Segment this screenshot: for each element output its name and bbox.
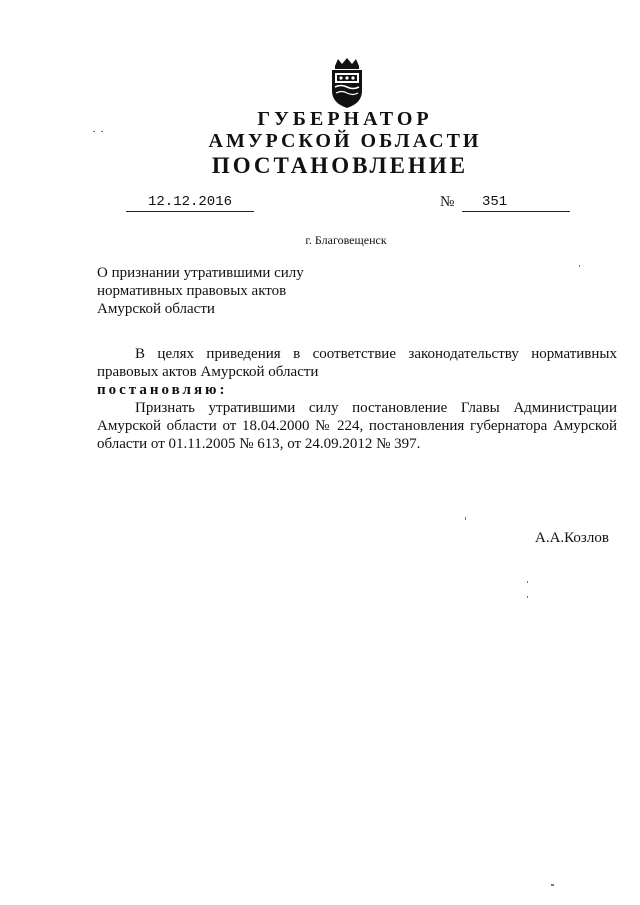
scan-speck (551, 884, 554, 886)
scan-speck (93, 131, 95, 132)
issuer-region: АМУРСКОЙ ОБЛАСТИ (208, 130, 482, 152)
subject-line: Амурской области (97, 301, 215, 317)
intro-paragraph: В целях приведения в соответствие законодательству нормативных правовых актов Амурской области (97, 346, 617, 380)
operative-paragraph: Признать утратившими силу постановление Главы Администрации Амурской области от 18.04.2000 № 224, постановления губернатора Амурской области от 01.11.2005 № 613, от 24.09.2012 № 397. (97, 400, 617, 452)
document-date: 12.12.2016 (126, 193, 254, 212)
document-type-title: ПОСТАНОВЛЕНИЕ (211, 153, 469, 178)
scan-speck (465, 517, 466, 520)
subject-line: нормативных правовых актов (97, 283, 287, 299)
scan-speck (101, 131, 103, 132)
document-body (97, 345, 617, 453)
subject-line: О признании утратившими силу (97, 265, 304, 281)
scan-speck (527, 581, 528, 583)
scan-speck (527, 596, 528, 598)
signer-name: А.А.Козлов (535, 530, 609, 546)
issue-city: г. Благовещенск (305, 233, 387, 247)
document-subject (97, 264, 304, 318)
resolve-word: постановляю: (97, 382, 228, 398)
document-number: 351 (462, 193, 570, 212)
issuer-title: ГУБЕРНАТОР (257, 108, 433, 130)
coat-of-arms-icon (326, 57, 368, 109)
scan-speck (579, 265, 580, 267)
number-sign: № (440, 194, 455, 210)
